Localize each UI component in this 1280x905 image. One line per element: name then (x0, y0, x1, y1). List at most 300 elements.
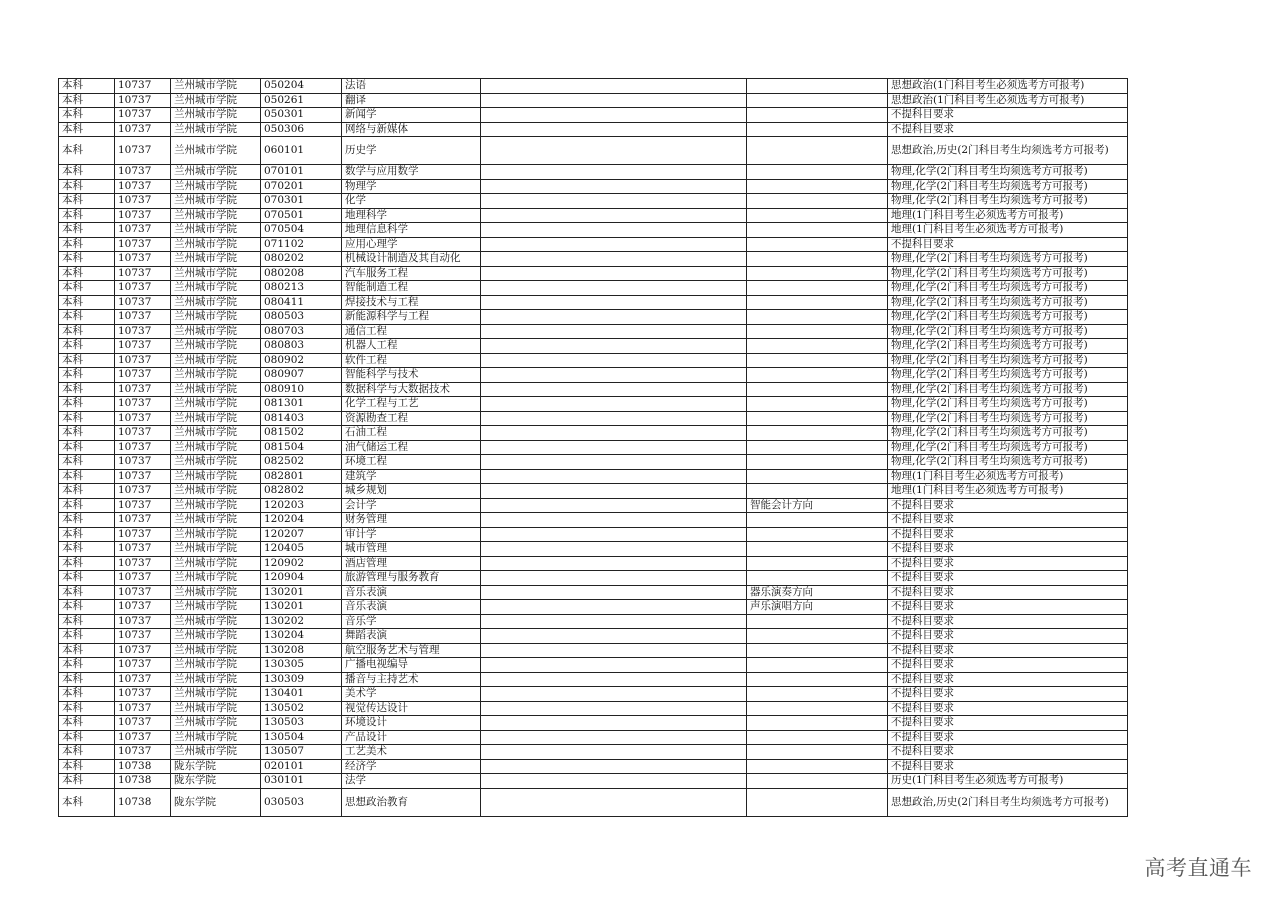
table-row (59, 527, 1128, 542)
cell-major-name: 播音与主持艺术 (342, 672, 481, 687)
cell-major-code: 120203 (261, 498, 342, 513)
cell-direction (747, 93, 888, 108)
cell-school-code: 10737 (115, 397, 171, 412)
cell-major-code: 120204 (261, 513, 342, 528)
table-row (59, 585, 1128, 600)
cell-major-code: 070201 (261, 179, 342, 194)
cell-major-name: 机器人工程 (342, 339, 481, 354)
cell-subject-requirement: 地理(1门科目考生必须选考方可报考) (888, 223, 1128, 238)
cell-subject-requirement: 不提科目要求 (888, 122, 1128, 137)
cell-school-code: 10737 (115, 600, 171, 615)
cell-notes (481, 223, 747, 238)
cell-notes (481, 513, 747, 528)
cell-school-code: 10737 (115, 455, 171, 470)
cell-major-name: 工艺美术 (342, 745, 481, 760)
cell-level: 本科 (59, 310, 115, 325)
cell-school-name: 兰州城市学院 (171, 455, 261, 470)
cell-school-code: 10737 (115, 208, 171, 223)
cell-subject-requirement: 不提科目要求 (888, 629, 1128, 644)
cell-school-name: 兰州城市学院 (171, 730, 261, 745)
cell-direction (747, 137, 888, 165)
cell-major-name: 建筑学 (342, 469, 481, 484)
cell-subject-requirement: 不提科目要求 (888, 716, 1128, 731)
cell-school-name: 兰州城市学院 (171, 556, 261, 571)
cell-school-name: 陇东学院 (171, 774, 261, 789)
cell-direction (747, 281, 888, 296)
cell-subject-requirement: 物理,化学(2门科目考生均须选考方可报考) (888, 295, 1128, 310)
cell-notes (481, 484, 747, 499)
cell-subject-requirement: 思想政治,历史(2门科目考生均须选考方可报考) (888, 788, 1128, 816)
cell-subject-requirement: 物理,化学(2门科目考生均须选考方可报考) (888, 194, 1128, 209)
cell-notes (481, 122, 747, 137)
cell-school-name: 兰州城市学院 (171, 469, 261, 484)
table-row (59, 108, 1128, 123)
cell-school-code: 10738 (115, 759, 171, 774)
cell-notes (481, 716, 747, 731)
table-row (59, 137, 1128, 165)
cell-school-name: 兰州城市学院 (171, 368, 261, 383)
cell-subject-requirement: 不提科目要求 (888, 658, 1128, 673)
table-row (59, 788, 1128, 816)
cell-subject-requirement: 物理,化学(2门科目考生均须选考方可报考) (888, 353, 1128, 368)
cell-level: 本科 (59, 179, 115, 194)
cell-subject-requirement: 物理,化学(2门科目考生均须选考方可报考) (888, 411, 1128, 426)
cell-major-name: 航空服务艺术与管理 (342, 643, 481, 658)
cell-major-code: 130305 (261, 658, 342, 673)
table-row (59, 774, 1128, 789)
cell-direction (747, 614, 888, 629)
cell-major-name: 油气储运工程 (342, 440, 481, 455)
cell-subject-requirement: 地理(1门科目考生必须选考方可报考) (888, 484, 1128, 499)
cell-subject-requirement: 不提科目要求 (888, 527, 1128, 542)
cell-notes (481, 237, 747, 252)
table-row (59, 353, 1128, 368)
cell-major-code: 130204 (261, 629, 342, 644)
cell-major-code: 082802 (261, 484, 342, 499)
cell-school-name: 兰州城市学院 (171, 122, 261, 137)
cell-major-code: 060101 (261, 137, 342, 165)
cell-major-name: 石油工程 (342, 426, 481, 441)
cell-direction (747, 774, 888, 789)
cell-major-code: 081502 (261, 426, 342, 441)
cell-notes (481, 208, 747, 223)
cell-level: 本科 (59, 745, 115, 760)
cell-major-name: 数据科学与大数据技术 (342, 382, 481, 397)
cell-school-name: 兰州城市学院 (171, 411, 261, 426)
cell-school-name: 兰州城市学院 (171, 542, 261, 557)
cell-school-code: 10737 (115, 223, 171, 238)
cell-subject-requirement: 不提科目要求 (888, 108, 1128, 123)
cell-direction (747, 310, 888, 325)
cell-level: 本科 (59, 208, 115, 223)
cell-direction (747, 179, 888, 194)
cell-notes (481, 455, 747, 470)
table-row (59, 324, 1128, 339)
cell-subject-requirement: 物理,化学(2门科目考生均须选考方可报考) (888, 339, 1128, 354)
cell-notes (481, 788, 747, 816)
cell-notes (481, 759, 747, 774)
cell-major-name: 化学工程与工艺 (342, 397, 481, 412)
cell-school-code: 10737 (115, 571, 171, 586)
cell-school-name: 兰州城市学院 (171, 382, 261, 397)
cell-direction (747, 237, 888, 252)
cell-school-name: 兰州城市学院 (171, 571, 261, 586)
cell-school-code: 10737 (115, 730, 171, 745)
cell-major-name: 思想政治教育 (342, 788, 481, 816)
table-row (59, 426, 1128, 441)
cell-notes (481, 382, 747, 397)
cell-direction (747, 295, 888, 310)
cell-major-name: 法学 (342, 774, 481, 789)
cell-school-name: 兰州城市学院 (171, 324, 261, 339)
cell-school-code: 10737 (115, 629, 171, 644)
cell-school-code: 10737 (115, 179, 171, 194)
table-row (59, 411, 1128, 426)
table-row (59, 368, 1128, 383)
table-row (59, 179, 1128, 194)
cell-major-code: 080411 (261, 295, 342, 310)
cell-school-name: 兰州城市学院 (171, 701, 261, 716)
cell-school-code: 10738 (115, 788, 171, 816)
cell-school-name: 兰州城市学院 (171, 137, 261, 165)
cell-school-code: 10737 (115, 440, 171, 455)
cell-major-code: 130201 (261, 600, 342, 615)
cell-direction (747, 701, 888, 716)
cell-notes (481, 643, 747, 658)
cell-school-name: 兰州城市学院 (171, 295, 261, 310)
cell-subject-requirement: 不提科目要求 (888, 687, 1128, 702)
cell-level: 本科 (59, 658, 115, 673)
cell-major-name: 物理学 (342, 179, 481, 194)
cell-notes (481, 179, 747, 194)
cell-subject-requirement: 物理,化学(2门科目考生均须选考方可报考) (888, 455, 1128, 470)
cell-major-name: 焊接技术与工程 (342, 295, 481, 310)
cell-level: 本科 (59, 266, 115, 281)
cell-school-name: 兰州城市学院 (171, 194, 261, 209)
cell-school-code: 10737 (115, 137, 171, 165)
cell-direction (747, 571, 888, 586)
cell-major-code: 130201 (261, 585, 342, 600)
cell-subject-requirement: 不提科目要求 (888, 571, 1128, 586)
cell-major-name: 经济学 (342, 759, 481, 774)
cell-notes (481, 658, 747, 673)
cell-direction (747, 266, 888, 281)
cell-school-code: 10737 (115, 295, 171, 310)
cell-level: 本科 (59, 440, 115, 455)
cell-notes (481, 368, 747, 383)
table-row (59, 339, 1128, 354)
cell-major-code: 081301 (261, 397, 342, 412)
cell-level: 本科 (59, 108, 115, 123)
cell-subject-requirement: 物理,化学(2门科目考生均须选考方可报考) (888, 382, 1128, 397)
cell-school-code: 10737 (115, 165, 171, 180)
table-row (59, 672, 1128, 687)
cell-notes (481, 730, 747, 745)
cell-school-name: 兰州城市学院 (171, 527, 261, 542)
cell-level: 本科 (59, 687, 115, 702)
cell-notes (481, 600, 747, 615)
cell-major-code: 130502 (261, 701, 342, 716)
cell-major-code: 120405 (261, 542, 342, 557)
cell-school-code: 10737 (115, 266, 171, 281)
table-row (59, 687, 1128, 702)
cell-major-name: 酒店管理 (342, 556, 481, 571)
cell-major-name: 翻译 (342, 93, 481, 108)
cell-major-name: 智能制造工程 (342, 281, 481, 296)
table-row (59, 208, 1128, 223)
table-row (59, 397, 1128, 412)
table-row (59, 629, 1128, 644)
table-row (59, 542, 1128, 557)
cell-notes (481, 527, 747, 542)
cell-major-name: 新能源科学与工程 (342, 310, 481, 325)
cell-major-name: 环境设计 (342, 716, 481, 731)
cell-school-code: 10737 (115, 426, 171, 441)
cell-major-name: 化学 (342, 194, 481, 209)
cell-school-name: 兰州城市学院 (171, 658, 261, 673)
cell-school-name: 兰州城市学院 (171, 440, 261, 455)
table-row (59, 658, 1128, 673)
cell-direction (747, 324, 888, 339)
cell-notes (481, 353, 747, 368)
cell-school-name: 兰州城市学院 (171, 629, 261, 644)
cell-school-name: 兰州城市学院 (171, 426, 261, 441)
cell-school-code: 10737 (115, 672, 171, 687)
cell-school-name: 兰州城市学院 (171, 745, 261, 760)
cell-level: 本科 (59, 600, 115, 615)
cell-direction (747, 513, 888, 528)
cell-notes (481, 108, 747, 123)
cell-level: 本科 (59, 716, 115, 731)
cell-notes (481, 687, 747, 702)
cell-major-code: 080907 (261, 368, 342, 383)
cell-notes (481, 295, 747, 310)
cell-direction (747, 542, 888, 557)
cell-major-name: 音乐表演 (342, 600, 481, 615)
cell-notes (481, 614, 747, 629)
cell-school-name: 兰州城市学院 (171, 208, 261, 223)
cell-major-code: 070101 (261, 165, 342, 180)
cell-subject-requirement: 不提科目要求 (888, 542, 1128, 557)
cell-direction (747, 484, 888, 499)
cell-subject-requirement: 地理(1门科目考生必须选考方可报考) (888, 208, 1128, 223)
cell-subject-requirement: 物理,化学(2门科目考生均须选考方可报考) (888, 397, 1128, 412)
cell-school-code: 10737 (115, 353, 171, 368)
cell-major-name: 资源勘查工程 (342, 411, 481, 426)
cell-subject-requirement: 不提科目要求 (888, 556, 1128, 571)
cell-subject-requirement: 不提科目要求 (888, 614, 1128, 629)
table-row (59, 281, 1128, 296)
cell-school-code: 10737 (115, 194, 171, 209)
cell-subject-requirement: 不提科目要求 (888, 701, 1128, 716)
cell-level: 本科 (59, 788, 115, 816)
cell-school-code: 10737 (115, 643, 171, 658)
table-row (59, 614, 1128, 629)
cell-notes (481, 324, 747, 339)
cell-direction (747, 672, 888, 687)
cell-school-code: 10737 (115, 93, 171, 108)
cell-direction (747, 658, 888, 673)
cell-school-name: 兰州城市学院 (171, 79, 261, 94)
cell-major-code: 080703 (261, 324, 342, 339)
cell-subject-requirement: 物理,化学(2门科目考生均须选考方可报考) (888, 165, 1128, 180)
cell-subject-requirement: 不提科目要求 (888, 237, 1128, 252)
cell-major-code: 080503 (261, 310, 342, 325)
cell-major-code: 130401 (261, 687, 342, 702)
cell-subject-requirement: 物理,化学(2门科目考生均须选考方可报考) (888, 426, 1128, 441)
cell-level: 本科 (59, 122, 115, 137)
cell-school-name: 兰州城市学院 (171, 716, 261, 731)
table-row (59, 600, 1128, 615)
cell-school-code: 10737 (115, 469, 171, 484)
cell-level: 本科 (59, 585, 115, 600)
cell-school-code: 10737 (115, 108, 171, 123)
cell-level: 本科 (59, 498, 115, 513)
cell-school-code: 10737 (115, 585, 171, 600)
cell-school-code: 10737 (115, 411, 171, 426)
cell-level: 本科 (59, 759, 115, 774)
cell-subject-requirement: 不提科目要求 (888, 643, 1128, 658)
cell-school-code: 10737 (115, 556, 171, 571)
cell-notes (481, 281, 747, 296)
cell-level: 本科 (59, 556, 115, 571)
cell-major-code: 030503 (261, 788, 342, 816)
cell-subject-requirement: 不提科目要求 (888, 498, 1128, 513)
cell-major-name: 通信工程 (342, 324, 481, 339)
cell-notes (481, 774, 747, 789)
cell-level: 本科 (59, 295, 115, 310)
table-row (59, 122, 1128, 137)
cell-major-code: 070501 (261, 208, 342, 223)
cell-school-name: 兰州城市学院 (171, 179, 261, 194)
cell-major-name: 地理科学 (342, 208, 481, 223)
cell-subject-requirement: 不提科目要求 (888, 759, 1128, 774)
cell-direction: 智能会计方向 (747, 498, 888, 513)
cell-major-code: 030101 (261, 774, 342, 789)
cell-level: 本科 (59, 469, 115, 484)
watermark: 高考直通车 (1144, 856, 1252, 880)
cell-notes (481, 397, 747, 412)
cell-school-code: 10737 (115, 310, 171, 325)
cell-direction: 声乐演唱方向 (747, 600, 888, 615)
cell-school-name: 兰州城市学院 (171, 672, 261, 687)
cell-school-code: 10737 (115, 687, 171, 702)
cell-school-name: 兰州城市学院 (171, 397, 261, 412)
cell-school-code: 10737 (115, 339, 171, 354)
cell-school-name: 兰州城市学院 (171, 266, 261, 281)
cell-subject-requirement: 不提科目要求 (888, 585, 1128, 600)
cell-school-code: 10737 (115, 237, 171, 252)
cell-subject-requirement: 思想政治,历史(2门科目考生均须选考方可报考) (888, 137, 1128, 165)
cell-school-name: 兰州城市学院 (171, 252, 261, 267)
cell-notes (481, 672, 747, 687)
cell-notes (481, 701, 747, 716)
cell-direction (747, 382, 888, 397)
cell-major-name: 机械设计制造及其自动化 (342, 252, 481, 267)
cell-school-code: 10737 (115, 716, 171, 731)
cell-school-name: 兰州城市学院 (171, 310, 261, 325)
cell-notes (481, 310, 747, 325)
cell-level: 本科 (59, 397, 115, 412)
table-row (59, 745, 1128, 760)
cell-level: 本科 (59, 93, 115, 108)
cell-subject-requirement: 物理,化学(2门科目考生均须选考方可报考) (888, 266, 1128, 281)
table-row (59, 194, 1128, 209)
table-row (59, 382, 1128, 397)
cell-level: 本科 (59, 223, 115, 238)
cell-subject-requirement: 不提科目要求 (888, 745, 1128, 760)
table-row (59, 498, 1128, 513)
cell-school-name: 兰州城市学院 (171, 281, 261, 296)
cell-major-name: 审计学 (342, 527, 481, 542)
cell-major-code: 081504 (261, 440, 342, 455)
cell-major-name: 网络与新媒体 (342, 122, 481, 137)
cell-school-name: 兰州城市学院 (171, 643, 261, 658)
cell-direction (747, 730, 888, 745)
table-row (59, 571, 1128, 586)
cell-level: 本科 (59, 730, 115, 745)
cell-major-code: 050301 (261, 108, 342, 123)
cell-level: 本科 (59, 165, 115, 180)
cell-major-code: 050204 (261, 79, 342, 94)
cell-school-name: 兰州城市学院 (171, 339, 261, 354)
cell-school-code: 10737 (115, 122, 171, 137)
cell-subject-requirement: 物理,化学(2门科目考生均须选考方可报考) (888, 310, 1128, 325)
cell-major-name: 软件工程 (342, 353, 481, 368)
cell-major-name: 音乐表演 (342, 585, 481, 600)
admission-subject-requirements-table (58, 78, 1128, 817)
table-row (59, 730, 1128, 745)
cell-school-code: 10737 (115, 701, 171, 716)
cell-subject-requirement: 物理,化学(2门科目考生均须选考方可报考) (888, 252, 1128, 267)
cell-notes (481, 266, 747, 281)
cell-level: 本科 (59, 411, 115, 426)
cell-subject-requirement: 物理(1门科目考生必须选考方可报考) (888, 469, 1128, 484)
cell-major-code: 081403 (261, 411, 342, 426)
cell-notes (481, 542, 747, 557)
table-row (59, 223, 1128, 238)
cell-notes (481, 165, 747, 180)
cell-school-name: 兰州城市学院 (171, 484, 261, 499)
cell-major-code: 050306 (261, 122, 342, 137)
cell-notes (481, 745, 747, 760)
cell-direction (747, 353, 888, 368)
cell-subject-requirement: 物理,化学(2门科目考生均须选考方可报考) (888, 440, 1128, 455)
cell-major-name: 环境工程 (342, 455, 481, 470)
cell-major-code: 082801 (261, 469, 342, 484)
cell-major-name: 数学与应用数学 (342, 165, 481, 180)
cell-major-code: 082502 (261, 455, 342, 470)
cell-level: 本科 (59, 194, 115, 209)
cell-major-code: 130503 (261, 716, 342, 731)
cell-direction: 器乐演奏方向 (747, 585, 888, 600)
cell-notes (481, 93, 747, 108)
cell-school-name: 兰州城市学院 (171, 223, 261, 238)
cell-direction (747, 208, 888, 223)
cell-school-name: 兰州城市学院 (171, 165, 261, 180)
cell-school-code: 10737 (115, 658, 171, 673)
cell-direction (747, 108, 888, 123)
cell-school-name: 兰州城市学院 (171, 93, 261, 108)
table-row (59, 556, 1128, 571)
table-row (59, 440, 1128, 455)
table-row (59, 455, 1128, 470)
cell-level: 本科 (59, 324, 115, 339)
cell-major-code: 130504 (261, 730, 342, 745)
cell-major-name: 产品设计 (342, 730, 481, 745)
cell-direction (747, 440, 888, 455)
cell-major-code: 130309 (261, 672, 342, 687)
